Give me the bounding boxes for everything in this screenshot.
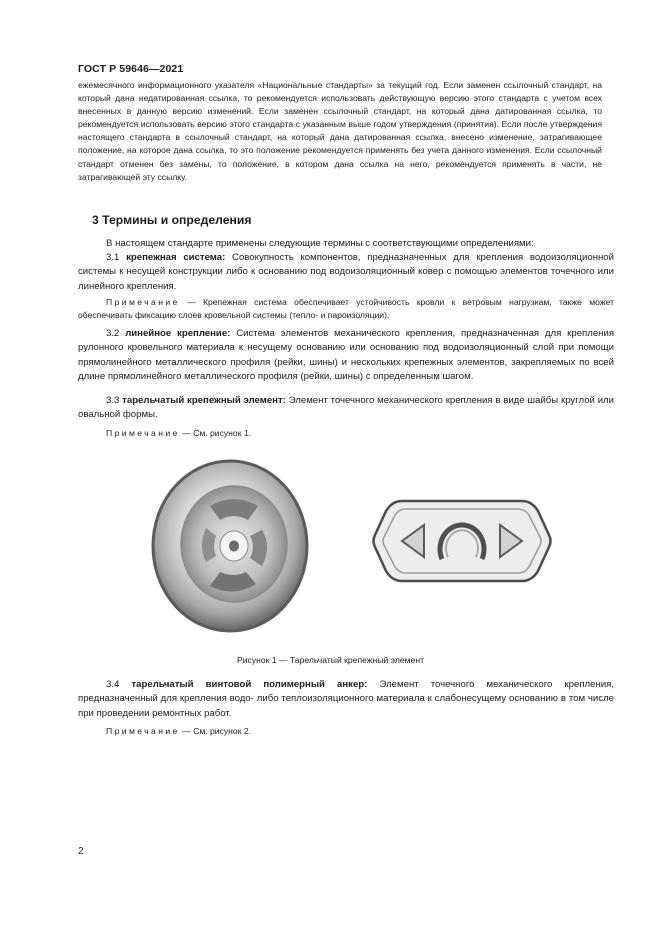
term-number: 3.3 bbox=[106, 395, 120, 406]
term-name: тарельчатый винтовой полимерный анкер: bbox=[131, 679, 368, 690]
note-label: Примечание bbox=[106, 297, 180, 307]
term-definition: Совокупность компонентов, предназначенных для крепления водоизоляционной системы к несущей конструкции либо к основанию под водоизоляционный ковер с помощью элементов точечного или линейного крепления. bbox=[78, 252, 614, 292]
term-definition: Система элементов механического крепления, предназначенная для крепления рулонного кровельного материала к несущему основанию или основанию под водоизоляционный слой при помощи прямолинейного металлического профиля (рейки, шины) и нескольких крепежных элементов, закрепляемых по всей длине прямолинейного металлического профиля (рейки, шины) с определенным шагом. bbox=[78, 328, 615, 382]
term-number: 3.2 bbox=[106, 328, 120, 339]
note-3-4 bbox=[78, 725, 614, 738]
term-number: 3.1 bbox=[106, 252, 120, 263]
note-label: Примечание bbox=[106, 726, 180, 736]
note-label: Примечание bbox=[106, 428, 180, 438]
figure-caption: Рисунок 1 — Тарельчатый крепежный элемент bbox=[236, 655, 425, 665]
note-text: — Крепежная система обеспечивает устойчивость кровли к ветровым нагрузкам, также может обеспечивать фиксацию слоев кровельной системы (тепло- и пароизоляции). bbox=[78, 297, 614, 321]
term-3-4 bbox=[78, 678, 614, 721]
note-3-3 bbox=[78, 427, 614, 440]
term-name: тарельчатый крепежный элемент: bbox=[122, 395, 286, 406]
note-text: — См. рисунок 2. bbox=[182, 726, 252, 736]
term-definition: Элемент точечного механического крепления в виде шайбы круглой или овальной формы. bbox=[78, 395, 615, 421]
term-3-1 bbox=[78, 251, 614, 294]
document-header: ГОСТ Р 59646—2021 bbox=[78, 63, 184, 75]
oval-washer-image bbox=[372, 497, 552, 585]
term-3-3 bbox=[78, 394, 614, 423]
note-3-1 bbox=[78, 296, 614, 322]
note-text: — См. рисунок 1. bbox=[182, 428, 252, 438]
page-number: 2 bbox=[78, 846, 84, 857]
term-3-2 bbox=[78, 327, 614, 384]
round-washer-image bbox=[150, 458, 310, 634]
term-number: 3.4 bbox=[106, 679, 120, 690]
term-name: крепежная система: bbox=[126, 252, 226, 263]
term-name: линейное крепление: bbox=[125, 328, 231, 339]
section-lead: В настоящем стандарте применены следующие термины с соответствующими определениями: bbox=[106, 238, 534, 249]
term-definition: Элемент точечного механического крепления, предназначенный для крепления водо- либо теплоизоляционного материала к слабонесущему основанию в том числе при проведении ремонтных работ. bbox=[78, 679, 614, 719]
section-title: 3 Термины и определения bbox=[92, 213, 252, 227]
intro-paragraph: ежемесячного информационного указателя «Национальные стандарты» за текущий год. Если заменен ссылочный стандарт, на который дана недатированная ссылка, то рекомендуется использовать действующую версию этого стандарта с учетом всех внесенных в данную версию изменений. Если заменен ссылочный стандарт, на который дана датированная ссылка, то рекомендуется использовать версию этого стандарта с указанным выше годом утверждения (принятия). Если после утверждения настоящего стандарта в ссылочный стандарт, на который дана датированная ссылка, внесено изменение, затрагивающее положение, на которое дана ссылка, то это положение рекомендуется применять без учета данного изменения. Если ссылочный стандарт отменен без замены, то положение, в котором дана ссылка на него, рекомендуется применять в части, не затрагивающей эту ссылку. bbox=[78, 80, 602, 182]
